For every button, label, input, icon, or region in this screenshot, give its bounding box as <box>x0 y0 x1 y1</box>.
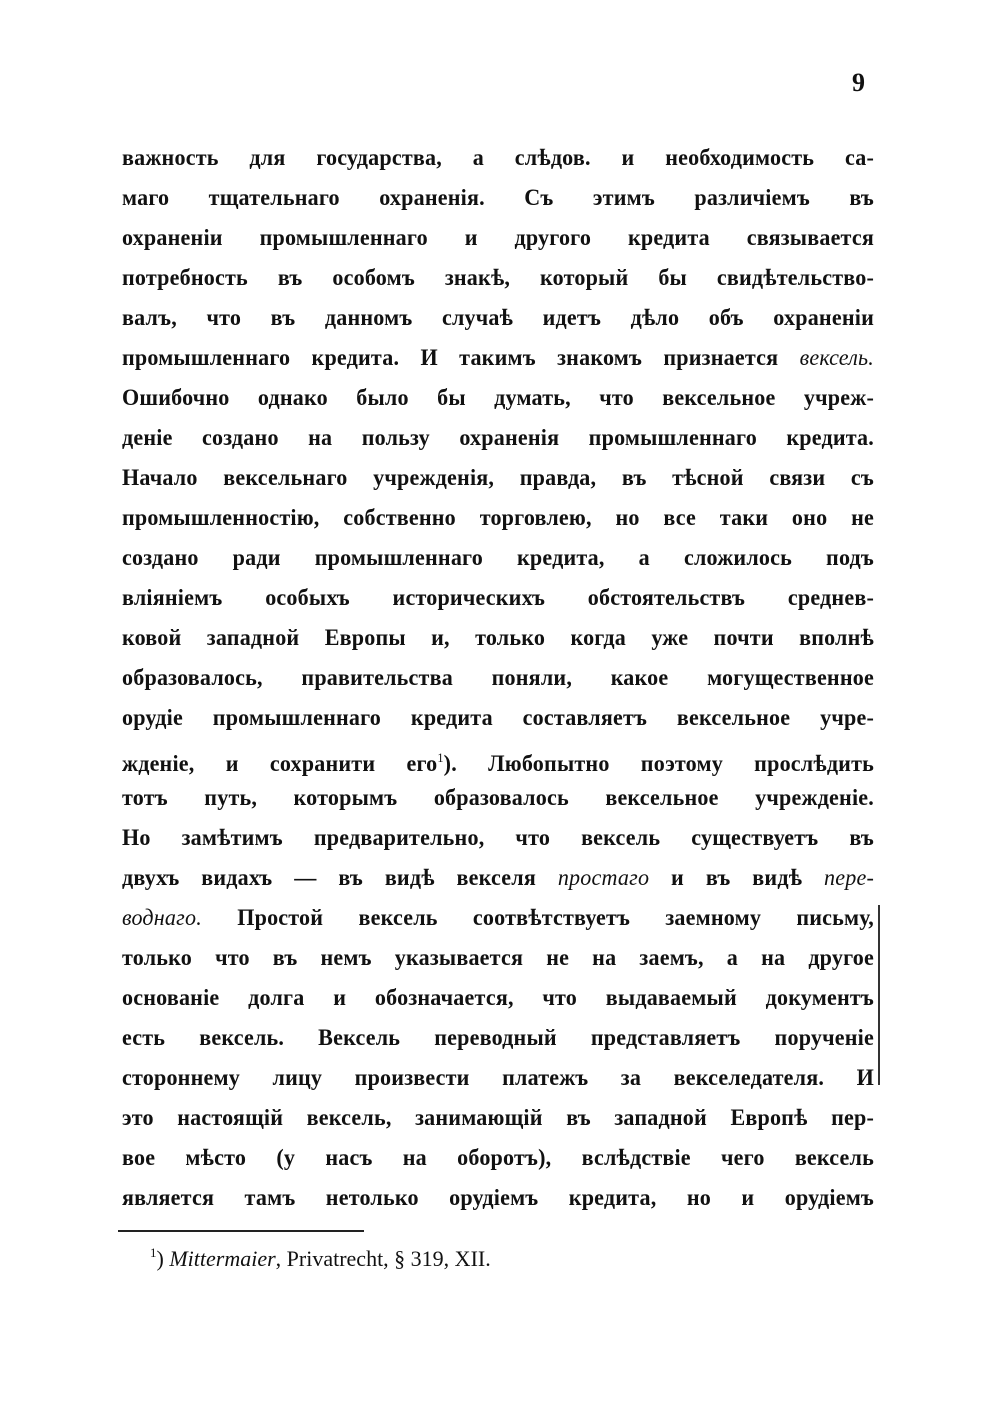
margin-scan-mark <box>878 905 880 1085</box>
text-line: стороннему лицу произвести платежъ за векселедателя. И <box>122 1065 874 1091</box>
footnote <box>150 1236 491 1276</box>
text-line: маго тщательнаго охраненія. Съ этимъ различіемъ въ <box>122 185 874 211</box>
text-line: деніе создано на пользу охраненія промышленнаго кредита. <box>122 425 874 451</box>
text-line: вліяніемъ особыхъ историческихъ обстоятельствъ среднев- <box>122 585 874 611</box>
text-span: и въ видѣ <box>649 865 825 891</box>
text-line: только что въ немъ указывается не на заемъ, а на другое <box>122 945 874 971</box>
text-line <box>122 738 874 778</box>
text-line: создано ради промышленнаго кредита, а сложилось подъ <box>122 545 874 571</box>
body-text <box>122 138 874 1218</box>
text-line <box>122 338 874 378</box>
text-span: промышленнаго кредита. И такимъ знакомъ признается <box>122 345 779 371</box>
text-line: валъ, что въ данномъ случаѣ идетъ дѣло объ охраненіи <box>122 305 874 331</box>
text-line: Но замѣтимъ предварительно, что вексель существуетъ въ <box>122 825 874 851</box>
text-line: охраненіи промышленнаго и другого кредита связывается <box>122 225 874 251</box>
text-line: орудіе промышленнаго кредита составляетъ вексельное учре- <box>122 705 874 731</box>
footnote-divider <box>118 1230 364 1232</box>
text-span: ). Любопытно поэтому прослѣдить <box>443 751 875 777</box>
italic-term: пере- <box>824 865 874 891</box>
footnote-marker-close: ) <box>156 1246 164 1271</box>
italic-term: простаго <box>557 865 650 891</box>
text-span: жденіе, и сохранити его <box>122 751 438 777</box>
text-line: Ошибочно однако было бы думать, что вексельное учреж- <box>122 385 874 411</box>
text-line: Начало вексельнаго учрежденія, правда, въ тѣсной связи съ <box>122 465 874 491</box>
text-line: промышленностію, собственно торговлею, но все таки оно не <box>122 505 874 531</box>
page-number: 9 <box>852 68 865 97</box>
text-line: важность для государства, а слѣдов. и необходимость са- <box>122 145 874 171</box>
italic-term: вексель. <box>799 345 874 371</box>
italic-term: воднаго. <box>122 905 202 931</box>
text-line: это настоящій вексель, занимающій въ западной Европѣ пер- <box>122 1105 874 1131</box>
text-line: ковой западной Европы и, только когда уже почти вполнѣ <box>122 625 874 651</box>
text-line: является тамъ нетолько орудіемъ кредита, но и орудіемъ <box>122 1185 874 1211</box>
text-line: есть вексель. Вексель переводный представляетъ порученіе <box>122 1025 874 1051</box>
text-line: потребность въ особомъ знакѣ, который бы свидѣтельство- <box>122 265 874 291</box>
footnote-ref[interactable]: 1 <box>437 750 444 765</box>
footnote-citation: , Privatrecht, § 319, XII. <box>275 1246 491 1271</box>
text-span: Простой вексель соотвѣтствуетъ заемному письму, <box>237 905 875 931</box>
text-line <box>122 858 874 898</box>
text-line: основаніе долга и обозначается, что выдаваемый документъ <box>122 985 874 1011</box>
footnote-marker: 1 <box>150 1245 157 1260</box>
text-line <box>122 898 874 938</box>
text-line: образовалось, правительства поняли, какое могущественное <box>122 665 874 691</box>
footnote-author: Mittermaier <box>169 1246 276 1271</box>
text-line: тотъ путь, которымъ образовалось вексельное учрежденіе. <box>122 785 874 811</box>
text-span: двухъ видахъ — въ видѣ векселя <box>122 865 536 891</box>
text-line: вое мѣсто (у насъ на оборотъ), вслѣдствіе чего вексель <box>122 1145 874 1171</box>
